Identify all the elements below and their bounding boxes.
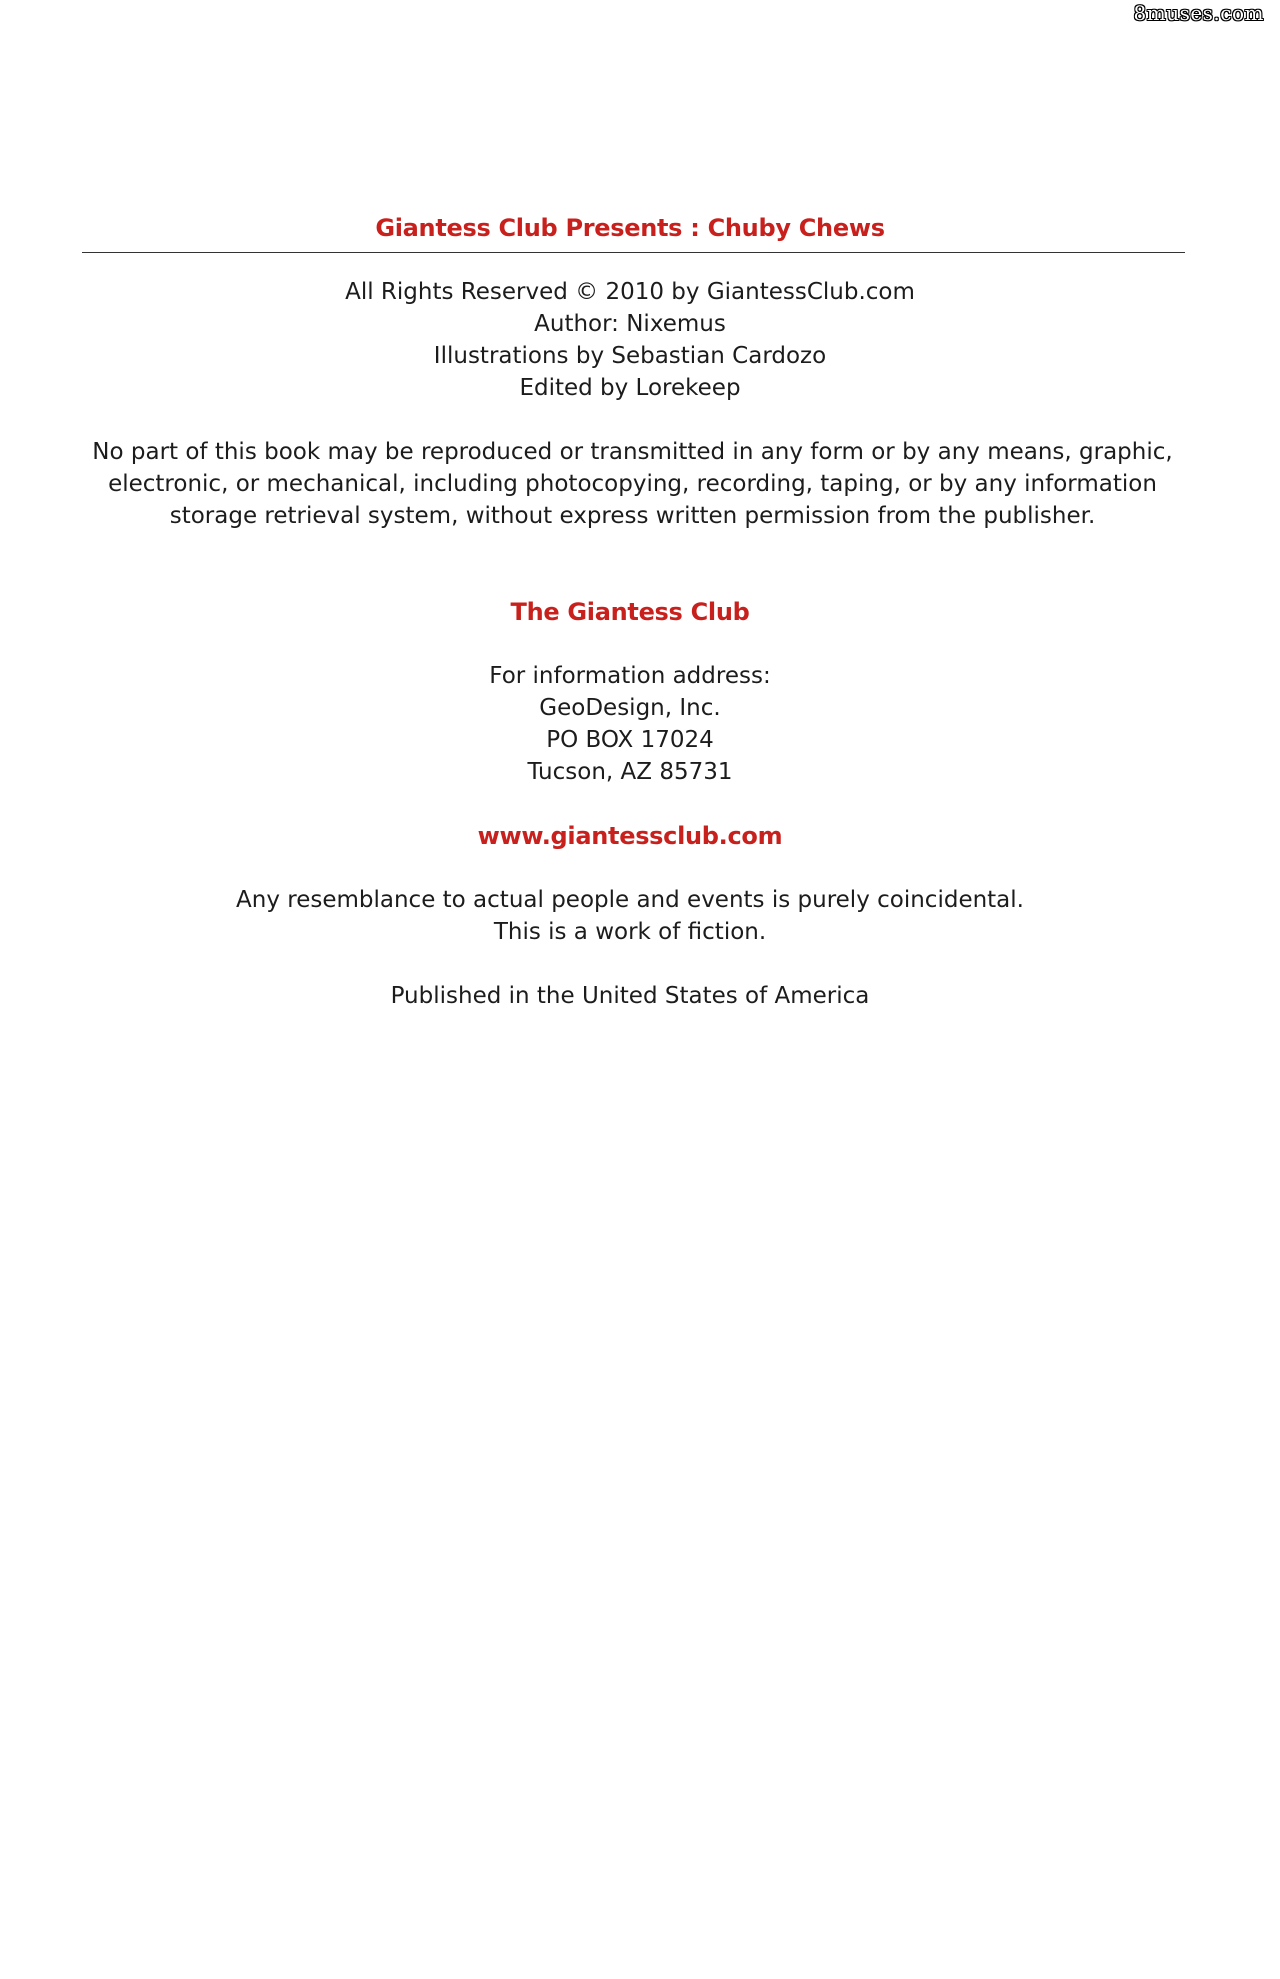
title-divider — [82, 252, 1185, 253]
illustrator-line: Illustrations by Sebastian Cardozo — [433, 343, 827, 369]
watermark-logo: 8muses.com — [1133, 1, 1264, 25]
website-link[interactable]: www.giantessclub.com — [477, 822, 783, 850]
address-heading: For information address: — [489, 663, 771, 689]
legal-notice — [90, 436, 1175, 532]
address-city: Tucson, AZ 85731 — [527, 759, 733, 785]
legal-line: electronic, or mechanical, including photocopying, recording, taping, or by any information — [108, 471, 1157, 497]
address-po-box: PO BOX 17024 — [546, 727, 714, 753]
address-company: GeoDesign, Inc. — [539, 695, 721, 721]
publisher-name: The Giantess Club — [510, 598, 750, 626]
author-line: Author: Nixemus — [534, 311, 726, 337]
disclaimer-line: Any resemblance to actual people and events is purely coincidental. — [236, 887, 1024, 913]
legal-line: No part of this book may be reproduced or transmitted in any form or by any means, graphic, — [92, 439, 1173, 465]
copyright-line: All Rights Reserved © 2010 by GiantessClub.com — [345, 279, 915, 305]
disclaimer-line: This is a work of fiction. — [493, 919, 767, 945]
editor-line: Edited by Lorekeep — [519, 375, 741, 401]
address-block — [0, 660, 1260, 788]
book-title: Giantess Club Presents : Chuby Chews — [375, 214, 885, 242]
published-line — [0, 980, 1260, 1012]
legal-line: storage retrieval system, without express written permission from the publisher. — [169, 503, 1096, 529]
credits-block — [0, 276, 1260, 404]
published-text: Published in the United States of America — [390, 983, 870, 1009]
disclaimer-block — [0, 884, 1260, 948]
